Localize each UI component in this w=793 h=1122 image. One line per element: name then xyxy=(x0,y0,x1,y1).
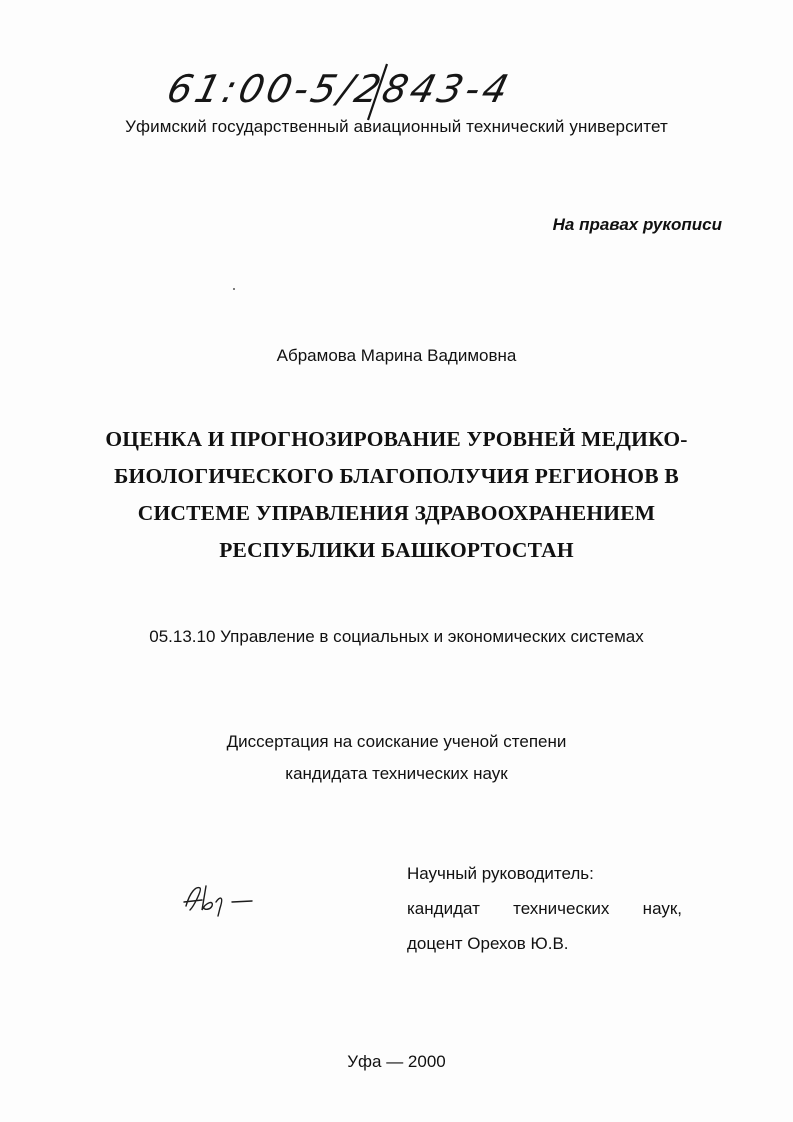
supervisor-degree: кандидат технических наук, xyxy=(407,899,682,918)
rights-note: На правах рукописи xyxy=(552,215,722,234)
title-line: БИОЛОГИЧЕСКОГО БЛАГОПОЛУЧИЯ РЕГИОНОВ В xyxy=(114,464,679,488)
archive-code-text: 61:00-5/2843-4 xyxy=(162,67,519,112)
scan-speck xyxy=(233,288,235,290)
university-name: Уфимский государственный авиационный технический университет xyxy=(125,117,668,136)
title-line: РЕСПУБЛИКИ БАШКОРТОСТАН xyxy=(219,538,574,562)
signature-drawing xyxy=(180,880,260,920)
degree-statement-line: Диссертация на соискание ученой степени xyxy=(226,732,567,751)
supervisor-block xyxy=(407,856,682,961)
title-line: ОЦЕНКА И ПРОГНОЗИРОВАНИЕ УРОВНЕЙ МЕДИКО- xyxy=(105,427,688,451)
signature-text: Абр- xyxy=(186,910,189,911)
author-name: Абрамова Марина Вадимовна xyxy=(276,346,517,365)
degree-statement xyxy=(0,726,793,790)
supervisor-heading: Научный руководитель: xyxy=(407,864,594,883)
title-line: СИСТЕМЕ УПРАВЛЕНИЯ ЗДРАВООХРАНЕНИЕМ xyxy=(137,501,656,525)
city-year: Уфа — 2000 xyxy=(347,1052,446,1071)
degree-statement-line: кандидата технических наук xyxy=(285,764,508,783)
author-signature xyxy=(180,880,260,920)
supervisor-name: доцент Орехов Ю.В. xyxy=(407,934,569,953)
dissertation-title xyxy=(90,421,703,569)
signature-stroke xyxy=(184,886,252,916)
specialty-code: 05.13.10 Управление в социальных и экономических системах xyxy=(149,627,644,646)
